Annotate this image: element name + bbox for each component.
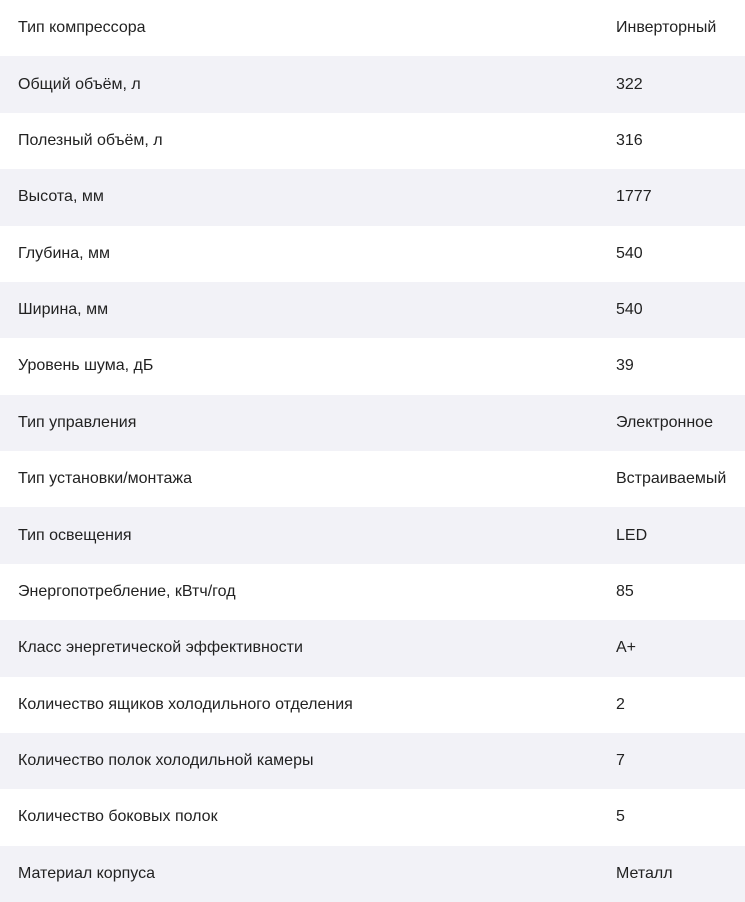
spec-value: 2: [616, 695, 625, 713]
spec-row-shelf-count: [0, 733, 745, 789]
spec-label: Количество ящиков холодильного отделения: [18, 695, 353, 713]
spec-row-lighting-type: [0, 507, 745, 563]
spec-label: Материал корпуса: [18, 864, 155, 882]
spec-row-height: [0, 169, 745, 225]
spec-value: Металл: [616, 864, 673, 882]
spec-row-energy-class: [0, 620, 745, 676]
spec-row-total-volume: [0, 56, 745, 112]
spec-label: Класс энергетической эффективности: [18, 639, 303, 657]
spec-label: Полезный объём, л: [18, 131, 163, 149]
spec-label: Количество полок холодильной камеры: [18, 752, 314, 770]
spec-value: 39: [616, 357, 634, 375]
spec-value: A+: [616, 639, 637, 657]
spec-label: Количество боковых полок: [18, 808, 218, 826]
spec-value: 7: [616, 752, 625, 770]
spec-value: Инверторный: [616, 19, 717, 37]
spec-value: Встраиваемый: [616, 470, 727, 488]
spec-row-energy-consumption: [0, 564, 745, 620]
spec-row-side-shelf-count: [0, 789, 745, 845]
spec-label: Энергопотребление, кВтч/год: [18, 582, 236, 600]
spec-label: Общий объём, л: [18, 75, 141, 93]
spec-row-drawer-count: [0, 677, 745, 733]
spec-row-control-type: [0, 395, 745, 451]
spec-row-depth: [0, 226, 745, 282]
spec-row-body-material: [0, 846, 745, 902]
spec-label: Ширина, мм: [18, 301, 109, 319]
spec-value: 322: [616, 75, 643, 93]
spec-value: 85: [616, 582, 634, 600]
spec-row-installation-type: [0, 451, 745, 507]
spec-row-compressor-type: [0, 0, 745, 56]
spec-value: 5: [616, 808, 625, 826]
spec-value: LED: [616, 526, 648, 544]
spec-value: 540: [616, 301, 643, 319]
spec-value: 316: [616, 131, 643, 149]
spec-value: 540: [616, 244, 643, 262]
spec-label: Глубина, мм: [18, 244, 111, 262]
spec-label: Высота, мм: [18, 188, 104, 206]
spec-label: Тип установки/монтажа: [18, 470, 192, 488]
spec-label: Тип управления: [18, 413, 137, 431]
spec-row-noise-level: [0, 338, 745, 394]
spec-label: Уровень шума, дБ: [18, 357, 154, 375]
spec-row-usable-volume: [0, 113, 745, 169]
spec-label: Тип компрессора: [18, 19, 146, 37]
spec-value: 1777: [616, 188, 652, 206]
spec-label: Тип освещения: [18, 526, 132, 544]
spec-row-width: [0, 282, 745, 338]
spec-value: Электронное: [616, 413, 713, 431]
